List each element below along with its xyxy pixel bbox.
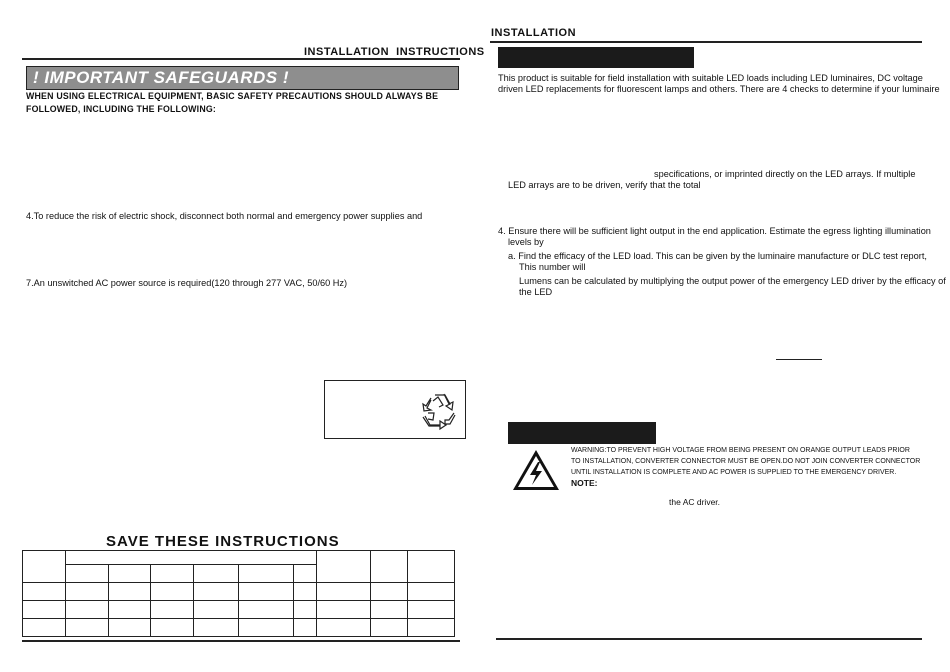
note-label: NOTE:: [571, 478, 598, 488]
save-instructions-title: SAVE THESE INSTRUCTIONS: [106, 533, 340, 550]
intro-line-2: FOLLOWED, INCLUDING THE FOLLOWING:: [26, 104, 217, 114]
table-cell: [23, 551, 66, 583]
section-heading-bar: [498, 47, 694, 68]
lumens-line-2: the LED: [519, 287, 553, 297]
warning-heading-bar: [508, 422, 656, 444]
left-footer-rule: [22, 640, 460, 642]
high-voltage-warning-icon: [511, 448, 561, 492]
led-arrays-line: LED arrays are to be driven, verify that the total: [508, 180, 701, 190]
check-4a-line-2: This number will: [519, 262, 586, 272]
table-cell: [150, 565, 193, 583]
lumens-line-1: Lumens can be calculated by multiplying the output power of the emergency LED driver by the efficacy of: [519, 276, 946, 286]
warning-line-2: TO INSTALLATION, CONVERTER CONNECTOR MUST BE OPEN.DO NOT JOIN CONVERTER CONNECTOR: [571, 458, 921, 465]
right-header-title: INSTALLATION: [491, 27, 577, 39]
table-cell: [370, 551, 407, 583]
table-cell: [407, 551, 454, 583]
install-para-line-1: This product is suitable for field installation with suitable LED loads including LED luminaires, DC voltage: [498, 73, 923, 83]
install-para-line-2: driven LED replacements for fluorescent lamps and others. There are 4 checks to determine if your luminaire: [498, 84, 940, 94]
spec-line: specifications, or imprinted directly on the LED arrays. If multiple: [654, 169, 916, 179]
table-row: [23, 601, 455, 619]
left-header-title: INSTALLATION INSTRUCTIONS: [304, 46, 485, 58]
recycle-icon: [419, 389, 461, 431]
intro-line-1: WHEN USING ELECTRICAL EQUIPMENT, BASIC SAFETY PRECAUTIONS SHOULD ALWAYS BE: [26, 91, 439, 101]
table-cell: [66, 551, 317, 565]
right-header-rule: [490, 41, 922, 43]
left-header-rule: [22, 58, 460, 60]
warning-line-1: WARNING:TO PREVENT HIGH VOLTAGE FROM BEING PRESENT ON ORANGE OUTPUT LEADS PRIOR: [571, 447, 910, 454]
check-4-line-1: 4. Ensure there will be sufficient light output in the end application. Estimate the egress lighting illumination: [498, 226, 931, 236]
spec-table: [22, 550, 455, 637]
table-cell: [238, 565, 293, 583]
check-4-line-2: levels by: [508, 237, 544, 247]
recycle-box: [324, 380, 466, 439]
right-footer-rule: [496, 638, 922, 640]
table-row: [23, 583, 455, 601]
table-cell: [109, 565, 150, 583]
table-cell: [193, 565, 238, 583]
table-cell: [317, 551, 370, 583]
table-cell: [66, 565, 109, 583]
ac-driver-text: the AC driver.: [669, 497, 721, 507]
safeguard-item-7: 7.An unswitched AC power source is required(120 through 277 VAC, 50/60 Hz): [26, 278, 348, 288]
table-row: [23, 619, 455, 637]
table-cell: [294, 565, 317, 583]
check-4a-line-1: a. Find the efficacy of the LED load. This can be given by the luminaire manufacture or DLC test report,: [508, 251, 927, 261]
formula-rule: [776, 359, 822, 360]
warning-line-3: UNTIL INSTALLATION IS COMPLETE AND AC POWER IS SUPPLIED TO THE EMERGENCY DRIVER.: [571, 469, 897, 476]
banner-title: ! IMPORTANT SAFEGUARDS !: [33, 68, 289, 87]
safeguard-item-4: 4.To reduce the risk of electric shock, disconnect both normal and emergency power supplies and: [26, 211, 423, 221]
important-safeguards-banner: [26, 66, 459, 90]
